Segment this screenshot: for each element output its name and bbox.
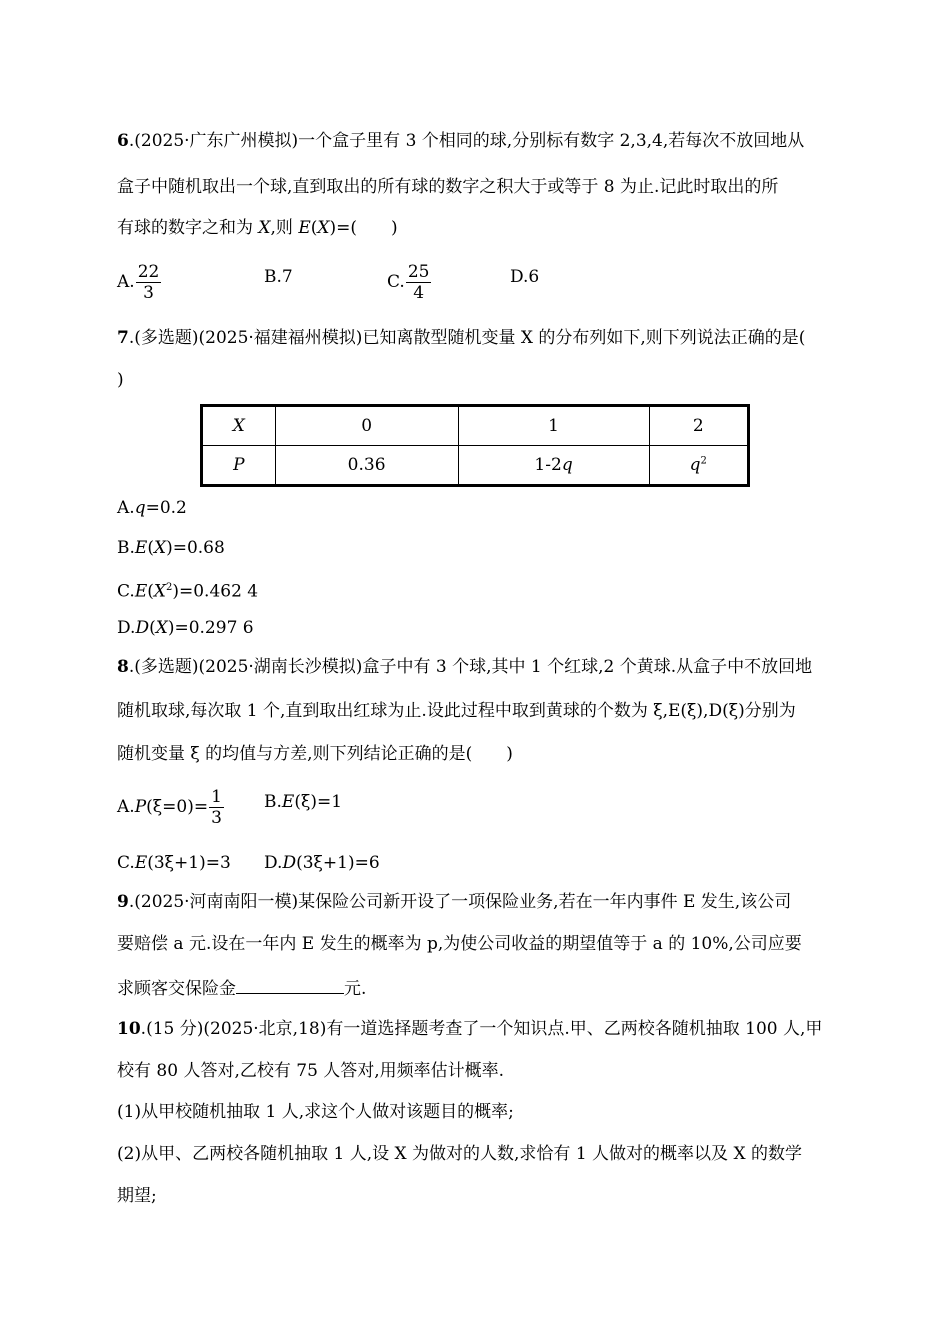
table-cell: X [202, 406, 276, 446]
q10-line4: (2)从甲、乙两校各随机抽取 1 人,设 X 为做对的人数,求恰有 1 人做对的概率以及 X 的数学 [117, 1144, 802, 1164]
q6-option-b: B.7 [264, 267, 293, 287]
q10-line1: 10.(15 分)(2025·北京,18)有一道选择题考查了一个知识点.甲、乙两校各随机抽取 100 人,甲 [117, 1019, 823, 1039]
q10-line3: (1)从甲校随机抽取 1 人,求这个人做对该题目的概率; [117, 1102, 514, 1122]
table-cell: 2 [649, 406, 749, 446]
table-cell: P [202, 446, 276, 486]
q6-number: 6 [117, 131, 129, 151]
q9-line3: 求顾客交保险金 元. [117, 976, 366, 1000]
q7-number: 7 [117, 328, 129, 348]
q6-line1: 6.(2025·广东广州模拟)一个盒子里有 3 个相同的球,分别标有数字 2,3,4,若每次不放回地从 [117, 131, 805, 151]
q6-option-a-fraction: $\frac{22}{3}$ [137, 262, 160, 303]
q7-line2: ) [117, 370, 124, 390]
table-row [202, 406, 749, 446]
q6-option-d: D.6 [510, 267, 540, 287]
q6-line2: 盒子中随机取出一个球,直到取出的所有球的数字之积大于或等于 8 为止.记此时取出的所 [117, 177, 779, 197]
q8-line2: 随机取球,每次取 1 个,直到取出红球为止.设此过程中取到黄球的个数为 ξ,E(ξ),D(ξ)分别为 [117, 701, 796, 721]
q10-line2: 校有 80 人答对,乙校有 75 人答对,用频率估计概率. [117, 1061, 505, 1081]
q10-number: 10 [117, 1019, 141, 1039]
table-cell: 0 [275, 406, 458, 446]
q8-line1: 8.(多选题)(2025·湖南长沙模拟)盒子中有 3 个球,其中 1 个红球,2 个黄球.从盒子中不放回地 [117, 657, 813, 677]
q9-number: 9 [117, 892, 129, 912]
table-row [202, 446, 749, 486]
q8-option-d: D.D(3ξ+1)=6 [264, 853, 380, 873]
q8-line3: 随机变量 ξ 的均值与方差,则下列结论正确的是( ) [117, 744, 513, 764]
q9-line2: 要赔偿 a 元.设在一年内 E 发生的概率为 p,为使公司收益的期望值等于 a 的 10%,公司应要 [117, 934, 802, 954]
q10-line5: 期望; [117, 1186, 157, 1206]
q6-line3: 有球的数字之和为 X,则 E(X)=( ) [117, 218, 398, 238]
q8-number: 8 [117, 657, 129, 677]
table-cell: 0.36 [275, 446, 458, 486]
table-cell: 1 [458, 406, 649, 446]
q7-option-a: A.q=0.2 [117, 498, 187, 518]
q7-option-d: D.D(X)=0.297 6 [117, 618, 254, 638]
distribution-table [200, 404, 750, 487]
q8-option-a-fraction: $\frac{1}{3}$ [211, 787, 222, 828]
q8-option-c: C.E(3ξ+1)=3 [117, 853, 231, 873]
q8-option-a: A.P(ξ=0)= $\frac{1}{3}$ [117, 787, 222, 828]
q9-line1: 9.(2025·河南南阳一模)某保险公司新开设了一项保险业务,若在一年内事件 E 发生,该公司 [117, 892, 792, 912]
q7-line1: 7.(多选题)(2025·福建福州模拟)已知离散型随机变量 X 的分布列如下,则下列说法正确的是( [117, 328, 806, 348]
answer-blank[interactable] [236, 976, 344, 994]
q6-option-c: C. $\frac{25}{4}$ [387, 262, 430, 303]
table-cell: 1-2q [458, 446, 649, 486]
q6-option-c-fraction: $\frac{25}{4}$ [407, 262, 430, 303]
q8-option-b: B.E(ξ)=1 [264, 792, 343, 812]
table-cell: $q^2$ [649, 446, 749, 486]
q6-option-a: A. $\frac{22}{3}$ [117, 262, 160, 303]
q7-option-b: B.E(X)=0.68 [117, 538, 225, 558]
q7-option-c: $C.E(X^2)=0.462$ 4 [117, 581, 259, 602]
